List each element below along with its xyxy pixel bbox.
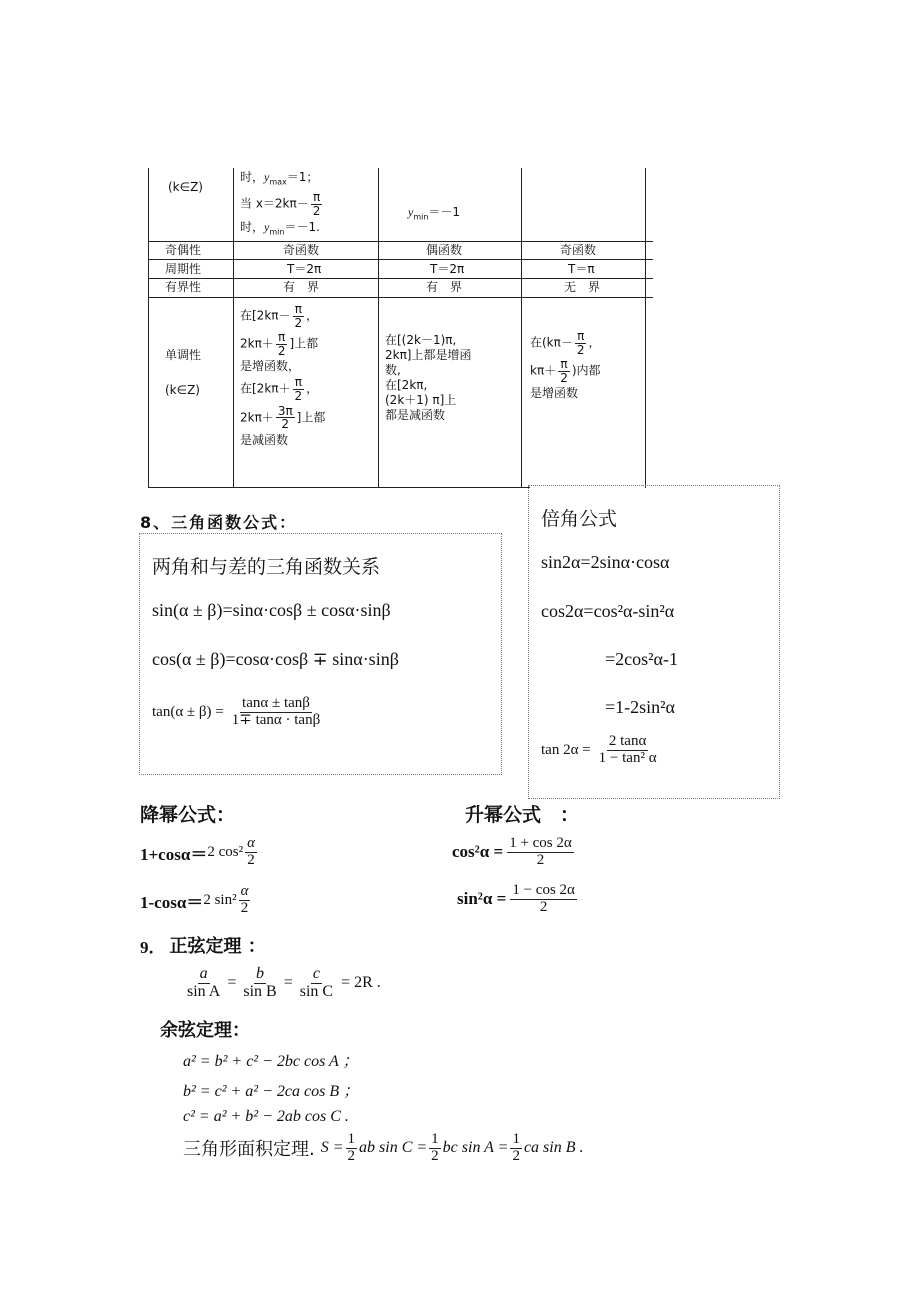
table-divider-3 [521, 168, 522, 488]
cell-tan-parity: 奇函数 [560, 243, 597, 257]
cell-tan-period: T＝π [568, 262, 595, 276]
table-row-line [148, 278, 653, 279]
raise-formula-1: cos²α = $\frac{1 + \cos 2\alpha}{2}$ [452, 835, 572, 868]
cosine-law-b: b² = c² + a² − 2ca cos B ； [183, 1083, 360, 1100]
cell-kz: (k∈Z) [168, 180, 203, 194]
cell-cos-parity: 偶函数 [426, 243, 463, 257]
table-bottom-line [148, 487, 530, 488]
sine-law-formula: $\frac{a}{\text{sin A}}$ = $\frac{b}{\text{sin B}}$ = $\frac{c}{\text{sin C}}$ = 2R . [187, 965, 381, 1000]
table-border-left [148, 168, 149, 488]
row-label-monotonic: 单调性 [165, 348, 202, 362]
cell-cos-min: $y_{min}=-1$ [408, 205, 461, 222]
table-divider-1 [233, 168, 234, 488]
cos-sum-formula: cos(α ± β)=cosα·cosβ ∓ sinα·sinβ [152, 649, 399, 669]
sum-difference-box [139, 533, 502, 775]
tan-sum-fraction: $\frac{\tan\alpha \pm \tan\beta}{1\mp \tan\alpha \cdot \tan\beta}$ [231, 695, 321, 728]
table-row-line [148, 259, 653, 260]
power-raise-heading: 升幂公式 ： [465, 804, 580, 826]
cell-sin-bounded: 有 界 [283, 280, 320, 294]
double-angle-box [528, 485, 780, 799]
cell-cos-period: T＝2π [430, 262, 465, 276]
tan-sum-formula [152, 696, 324, 729]
tan-sum-lhs: tan(α ± β) = [152, 703, 224, 720]
cos-double-alt2: =1-2sin²α [605, 697, 675, 717]
cosine-law-a: a² = b² + c² − 2bc cos A ； [183, 1053, 359, 1070]
cell-sin-monotonic: 在[2kπ－ $\frac{\pi}{2}$ ， 2kπ＋ $\frac{\pi}{2}$ ]上都 是增函数， 在[2kπ＋ $\frac{\pi}{2}$ ， 2kπ＋ $\frac{3\pi}{2}$ ]上都 是减函数 [240, 302, 326, 447]
sin-sum-formula: sin(α ± β)=sinα·cosβ ± cosα·sinβ [152, 600, 391, 620]
raise-formula-2: sin²α = $\frac{1 - \cos 2\alpha}{2}$ [457, 882, 575, 915]
cell-cos-monotonic: 在[(2k－1)π, 2kπ]上都是增函 数, 在[2kπ, (2k＋1) π]上 都是减函数 [385, 333, 472, 422]
cosine-law-c: c² = a² + b² − 2ab cos C . [183, 1108, 349, 1125]
double-angle-heading: 倍角公式 [541, 508, 618, 530]
table-row-line [148, 297, 653, 298]
triangle-area-formula: 三角形面积定理. S = $\frac{1}{2}$ ab sin C = $\frac{1}{2}$ bc sin A = $\frac{1}{2}$ ca sin B . [183, 1131, 584, 1164]
cell-tan-bounded: 无 界 [564, 280, 601, 294]
tan-double-formula: tan 2α = $\frac{2 \tan\alpha}{\text{1 − tan² α}}$ [541, 733, 657, 766]
table-divider-2 [378, 168, 379, 488]
cell-extrema: 时，$y_{max}=1$； 当 x＝2kπ－ $\frac{\pi}{2}$ 时，$y_{min}=-1$. [240, 170, 321, 236]
row-label-period: 周期性 [165, 262, 202, 276]
sum-difference-heading: 两角和与差的三角函数关系 [152, 556, 381, 578]
row-label-monotonic-kz: (k∈Z) [165, 383, 200, 397]
row-label-parity: 奇偶性 [165, 243, 202, 257]
reduce-formula-2: 1-cosα＝ 2 sin² $\frac{\alpha}{2}$ [140, 883, 249, 916]
reduce-formula-1: 1+cosα＝ 2 cos² $\frac{\alpha}{2}$ [140, 835, 255, 868]
table-row-line [148, 241, 653, 242]
table-border-right [645, 168, 646, 488]
cell-cos-bounded: 有 界 [426, 280, 463, 294]
row-label-bounded: 有界性 [165, 280, 202, 294]
cos-double-alt1: =2cos²α-1 [605, 649, 678, 669]
sin-double-formula: sin2α=2sinα·cosα [541, 552, 670, 572]
cell-sin-period: T＝2π [287, 262, 322, 276]
section-9-title: 9． 正弦定理 ： [140, 936, 266, 957]
cell-tan-monotonic: 在(kπ－ $\frac{\pi}{2}$ ， kπ＋ $\frac{\pi}{2}$ )内都 是增函数 [530, 329, 601, 401]
cell-sin-parity: 奇函数 [283, 243, 320, 257]
section-8-title: 8、三角函数公式： [140, 513, 298, 532]
power-reduce-heading: 降幂公式： [140, 804, 236, 826]
cos-double-formula: cos2α=cos²α-sin²α [541, 601, 675, 621]
cosine-law-title: 余弦定理： [160, 1020, 250, 1041]
